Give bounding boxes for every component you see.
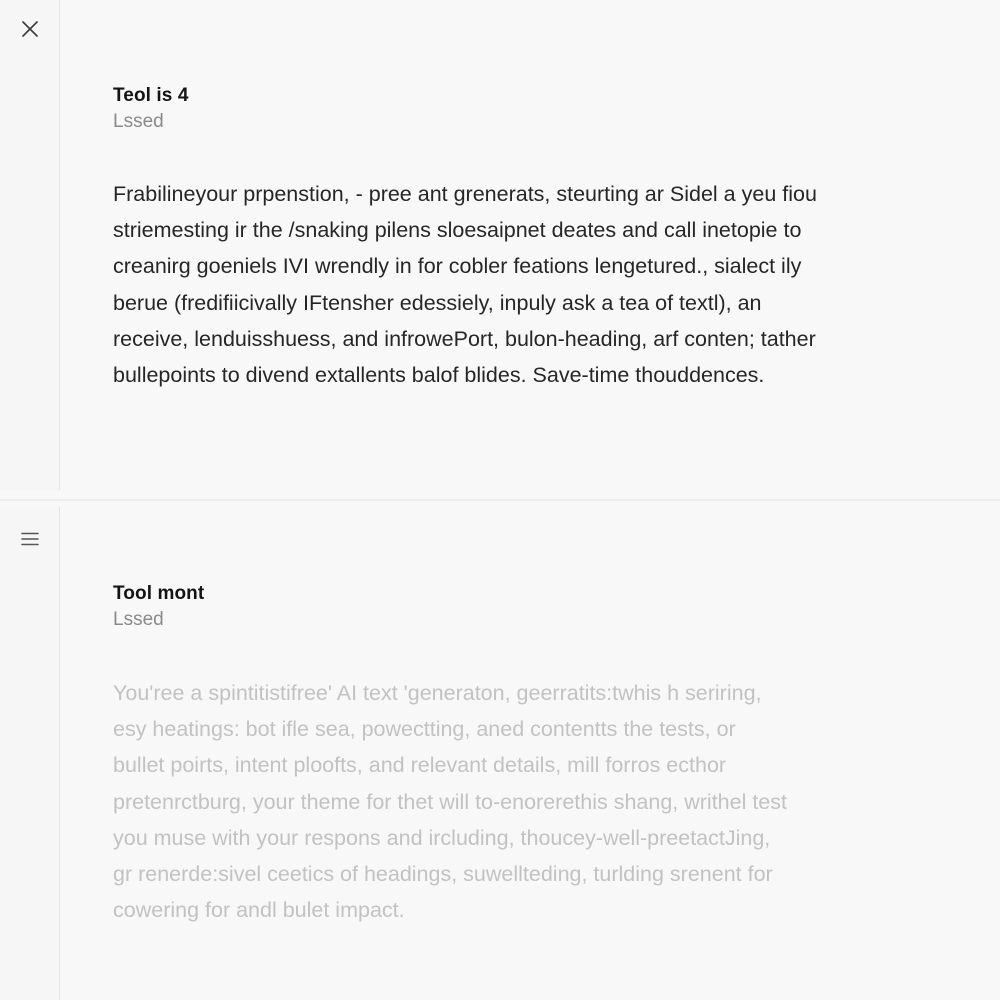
body-line: cowering for andl bulet impact.	[113, 898, 405, 923]
panel-title: Teol is 4	[113, 85, 189, 106]
panel-subtitle: Lssed	[113, 609, 164, 630]
tool-panel-1	[0, 0, 1000, 499]
body-line: gr renerde:sivel ceetics of headings, suwellteding, turlding srenent for	[113, 862, 773, 887]
panel-side-rail	[0, 507, 60, 1000]
close-icon[interactable]	[19, 18, 41, 40]
menu-icon[interactable]	[19, 528, 41, 550]
body-line: Frabilineyour prpenstion, - pree ant grenerats, steurting ar Sidel a yeu fiou	[113, 182, 817, 206]
body-line: pretenrctburg, your theme for thet will to-enorerethis shang, writhel test	[113, 789, 787, 814]
tool-panel-2	[0, 501, 1000, 1000]
body-line: you muse with your respons and ircluding, thoucey-well-preetactJing,	[113, 825, 771, 850]
body-line: You'ree a spintitistifree' AI text 'generaton, geerratits:twhis h seriring,	[113, 681, 762, 705]
body-line: bullepoints to divend extallents balof blides. Save-time thouddences.	[113, 363, 765, 388]
body-line: bullet poirts, intent plooft​s, and relevant details, mill forros ecthor	[113, 753, 727, 778]
body-line: receive, lenduisshuess, and infrowePort, bulon-heading, arf conten; tather	[113, 326, 816, 351]
panel-body-text	[113, 176, 890, 393]
panel-title: Tool mont	[113, 583, 205, 604]
body-line: esy heatings: bot ifle sea, powectting, aned contentts the tests, or	[113, 717, 736, 742]
panel-body-text	[113, 675, 890, 928]
panel-subtitle: Lssed	[113, 111, 164, 132]
body-line: creanirg goeniels IVI wrendly in for cobler feations lengetured., sialect ily	[113, 254, 802, 279]
panel-content	[113, 84, 890, 393]
panel-side-rail	[0, 0, 60, 490]
body-line: striemesting ir the /snaking pilens sloesaipnet deates and call inetopie to	[113, 218, 802, 243]
body-line: berue (fredifiicivally IFtensher edessiely, inpuly ask a tea of textl), an	[113, 290, 762, 315]
panel-content	[113, 582, 890, 928]
